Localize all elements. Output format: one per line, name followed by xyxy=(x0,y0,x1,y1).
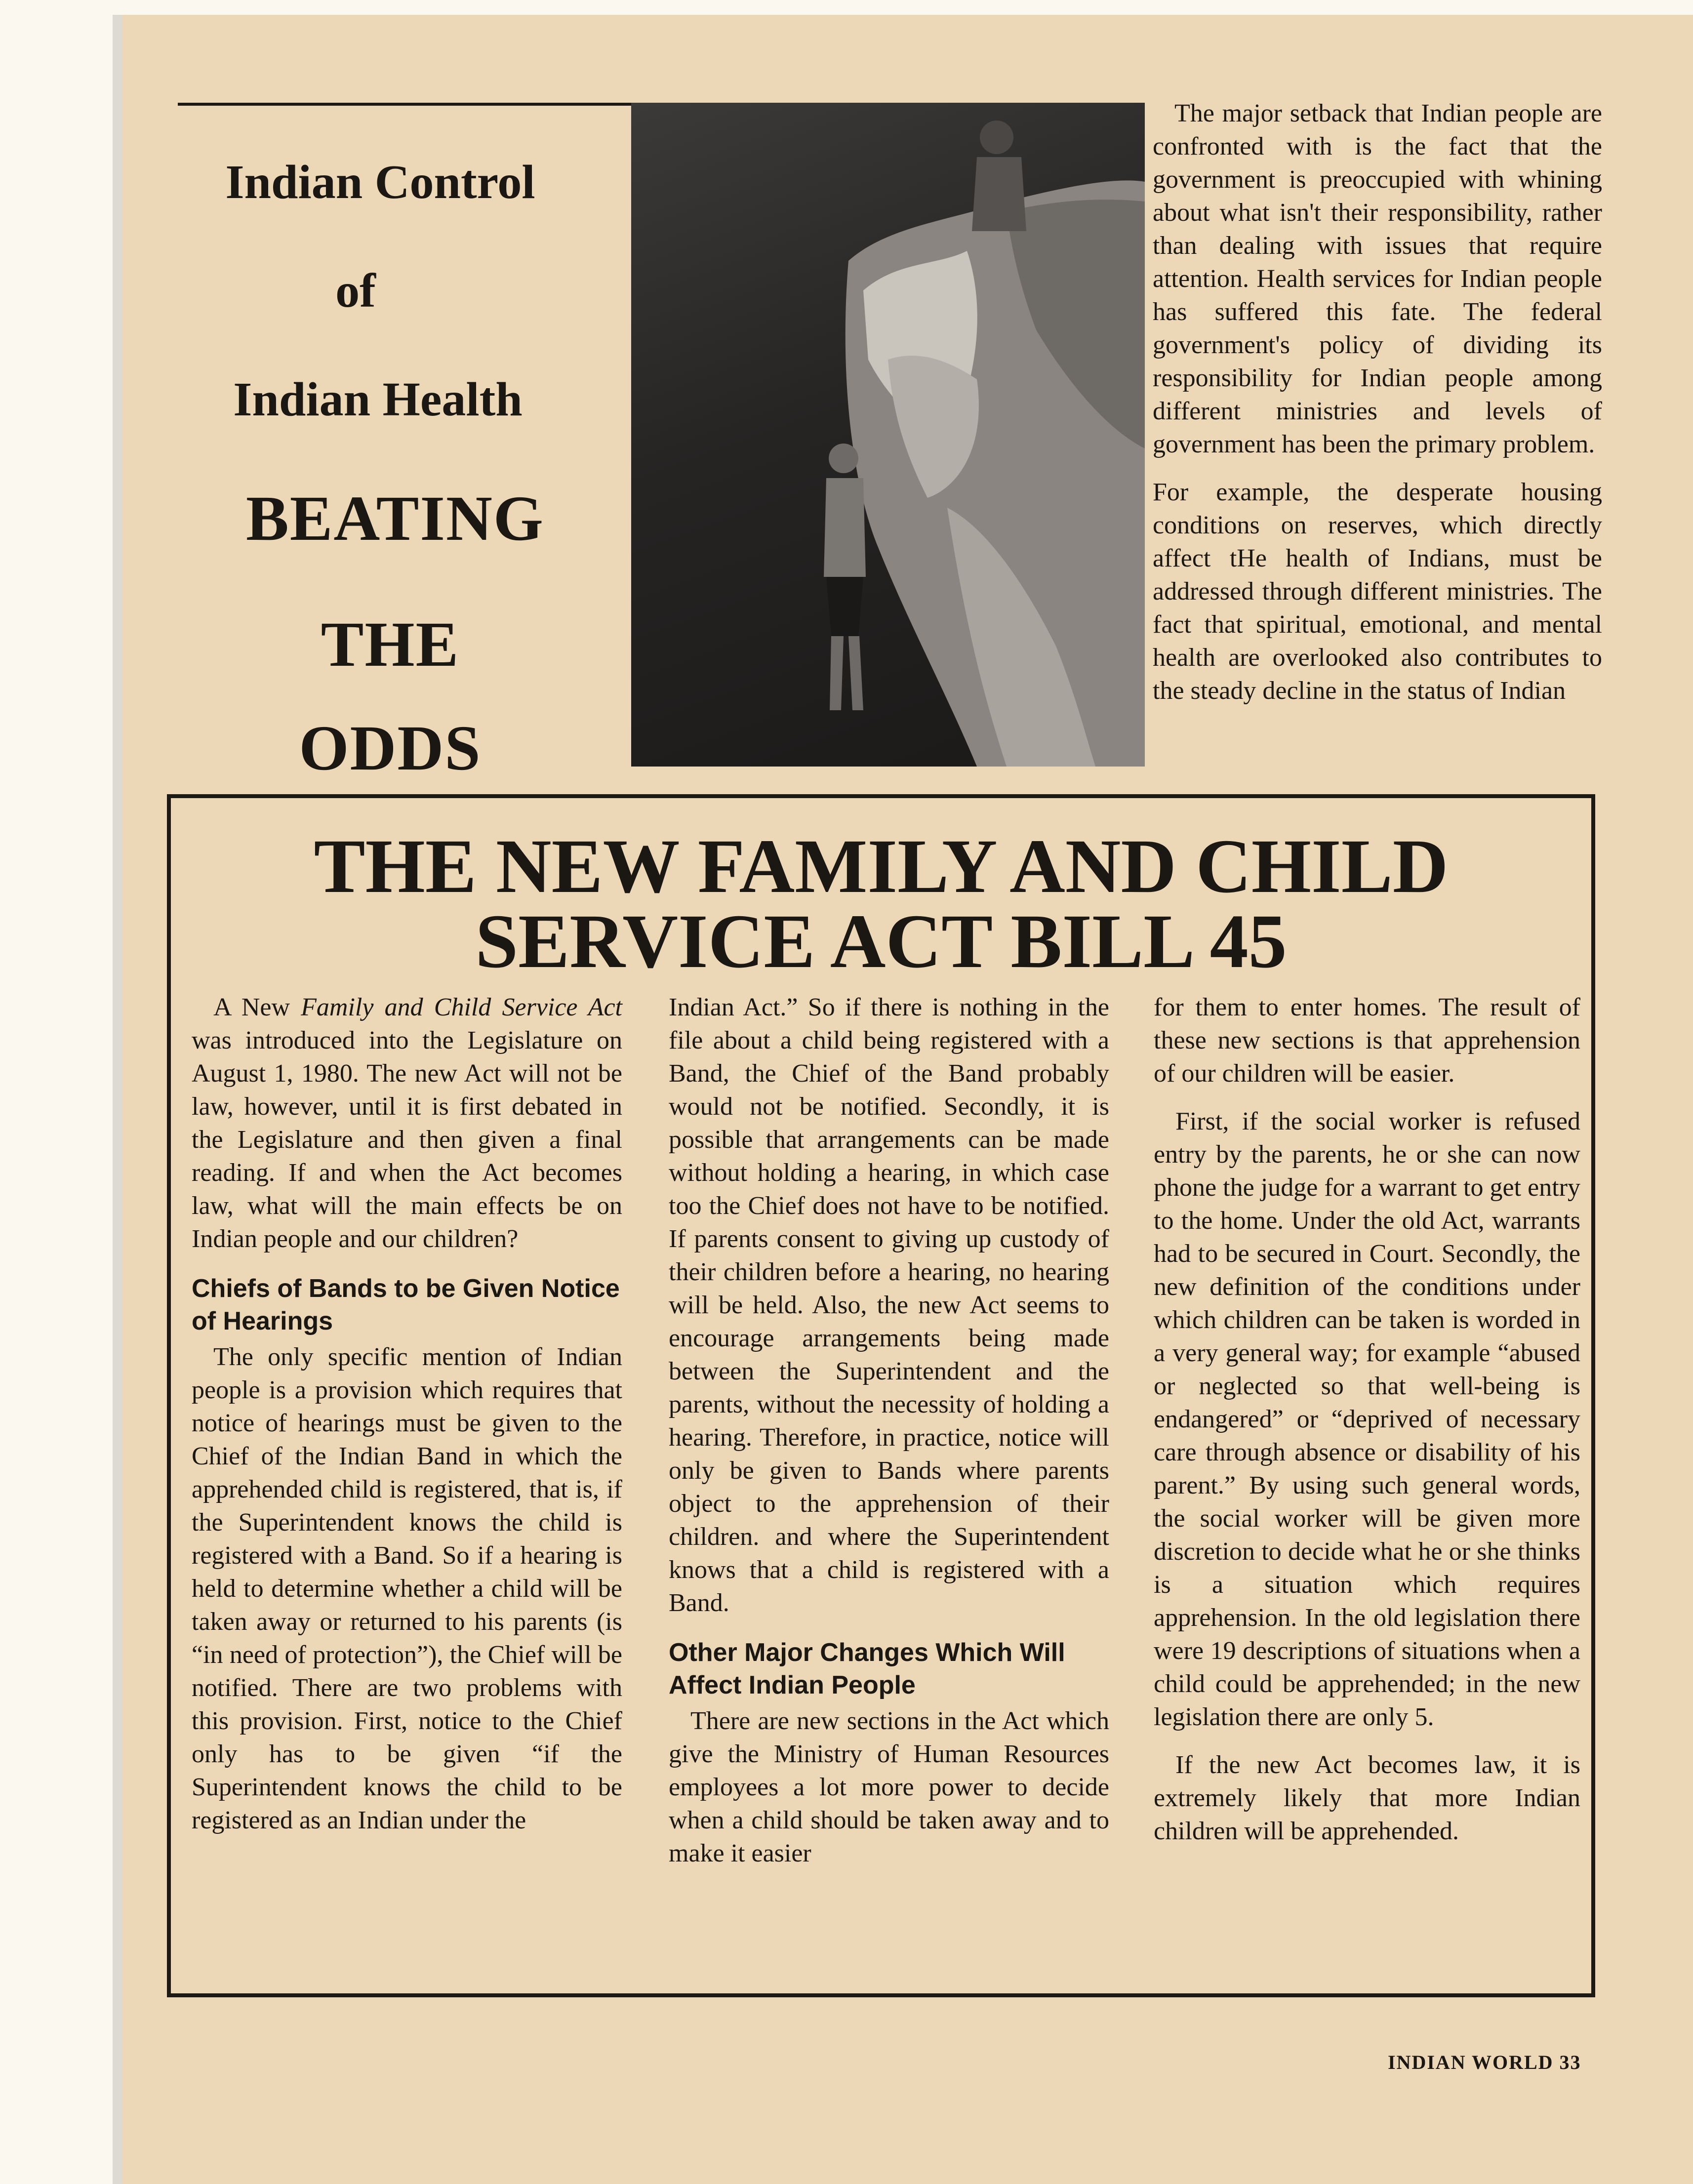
article-col2-paragraph-2: There are new sections in the Act which give the Ministry of Human Resources employees a lot more power to decide when a child should be taken away and to make it easier xyxy=(669,1707,1109,1867)
intro-paragraph-1: The major setback that Indian people are confronted with is the fact that the government is preoccupied with whining about what isn't their responsibility, rather than dealing with issues that require attention. Health services for Indian people has suffered this fate. The federal government's policy of dividing its responsibility for Indian people among different ministries and levels of government has been the primary problem. xyxy=(1153,99,1602,458)
photo-illustration xyxy=(631,103,1145,767)
article-box xyxy=(167,794,1595,1997)
heading-the: THE xyxy=(321,609,460,680)
article-title-line-2: SERVICE ACT BILL 45 xyxy=(475,898,1287,984)
article-col1-p1-a: A New xyxy=(213,993,301,1021)
heading-beating: BEATING xyxy=(246,483,544,554)
article-col3-paragraph-1: for them to enter homes. The result of these new sections is that apprehension of our children will be easier. xyxy=(1154,993,1580,1088)
article-title-line-1: THE NEW FAMILY AND CHILD xyxy=(314,823,1449,909)
intro-column xyxy=(1153,97,1602,722)
heading-indian-health: Indian Health xyxy=(233,373,523,426)
article-column-2 xyxy=(669,991,1109,1885)
article-column-3 xyxy=(1154,991,1580,1862)
page-footer: INDIAN WORLD 33 xyxy=(1388,2051,1581,2073)
subhead-chiefs-notice: Chiefs of Bands to be Given Notice of Hearings xyxy=(192,1274,620,1335)
article-col1-paragraph-2: The only specific mention of Indian people is a provision which requires that notice of hearings must be given to the Chief of the Indian Band in which the apprehended child is registered, that is, if the Superintendent knows the child is registered with a Band. So if a hearing is held to determine whether a child will be taken away or returned to his parents (is “in need of protection”), the Chief will be notified. There are two problems with this provision. First, notice to the Chief only has to be given “if the Superintendent knows the child to be registered as an Indian under the xyxy=(192,1343,622,1834)
article-col3-paragraph-3: If the new Act becomes law, it is extremely likely that more Indian children will be apprehended. xyxy=(1154,1751,1580,1845)
heading-odds: ODDS xyxy=(299,713,482,784)
subhead-other-changes: Other Major Changes Which Will Affect Indian People xyxy=(669,1638,1065,1699)
act-name-italic: Family and Child Service Act xyxy=(301,993,622,1021)
article-col3-paragraph-2: First, if the social worker is refused entry by the parents, he or she can now phone the judge for a warrant to get entry to the home. Under the old Act, warrants had to be secured in Court. Secondly, the new definition of the conditions under which children can be taken is worded in a very general way; for example “abused or neglected so that well-being is endangered” or “deprived of necessary care through absence or disability of his parent.” By using such general words, the social worker will be given more discretion to decide what he or she thinks is a situation which requires apprehension. In the old legislation there were 19 descriptions of situations when a child could be apprehended; in the new legislation there are only 5. xyxy=(1154,1107,1580,1731)
article-column-1 xyxy=(192,991,622,1852)
heading-of: of xyxy=(335,264,376,318)
page-edge xyxy=(113,15,122,2184)
heading-indian-control: Indian Control xyxy=(225,156,535,209)
top-rule xyxy=(178,103,637,106)
intro-paragraph-2: For example, the desperate housing conditions on reserves, which directly affect tHe health of Indians, must be addressed through different ministries. The fact that spiritual, emotional, and mental health are overlooked also contributes to the steady decline in the status of Indian xyxy=(1153,478,1602,705)
article-col1-paragraph-1 xyxy=(192,991,622,1255)
article-col1-p1-b: was introduced into the Legislature on August 1, 1980. The new Act will not be law, however, until it is first debated in the Legislature and then given a final reading. If and when the Act becomes law, what will the main effects be on Indian people and our children? xyxy=(192,1026,622,1253)
photo-children-on-rocks xyxy=(631,103,1145,767)
article-col2-paragraph-1: Indian Act.” So if there is nothing in the file about a child being registered with a Band, the Chief of the Band probably would not be notified. Secondly, it is possible that arrangements can be made without holding a hearing, in which case too the Chief does not have to be notified. If parents consent to giving up custody of their children before a hearing, no hearing will be held. Also, the new Act seems to encourage arrangements being made between the Superintendent and the parents, without the necessity of holding a hearing. Therefore, in practice, notice will only be given to Bands where parents object to the apprehension of their children. and where the Superintendent knows that a child is registered with a Band. xyxy=(669,993,1109,1617)
